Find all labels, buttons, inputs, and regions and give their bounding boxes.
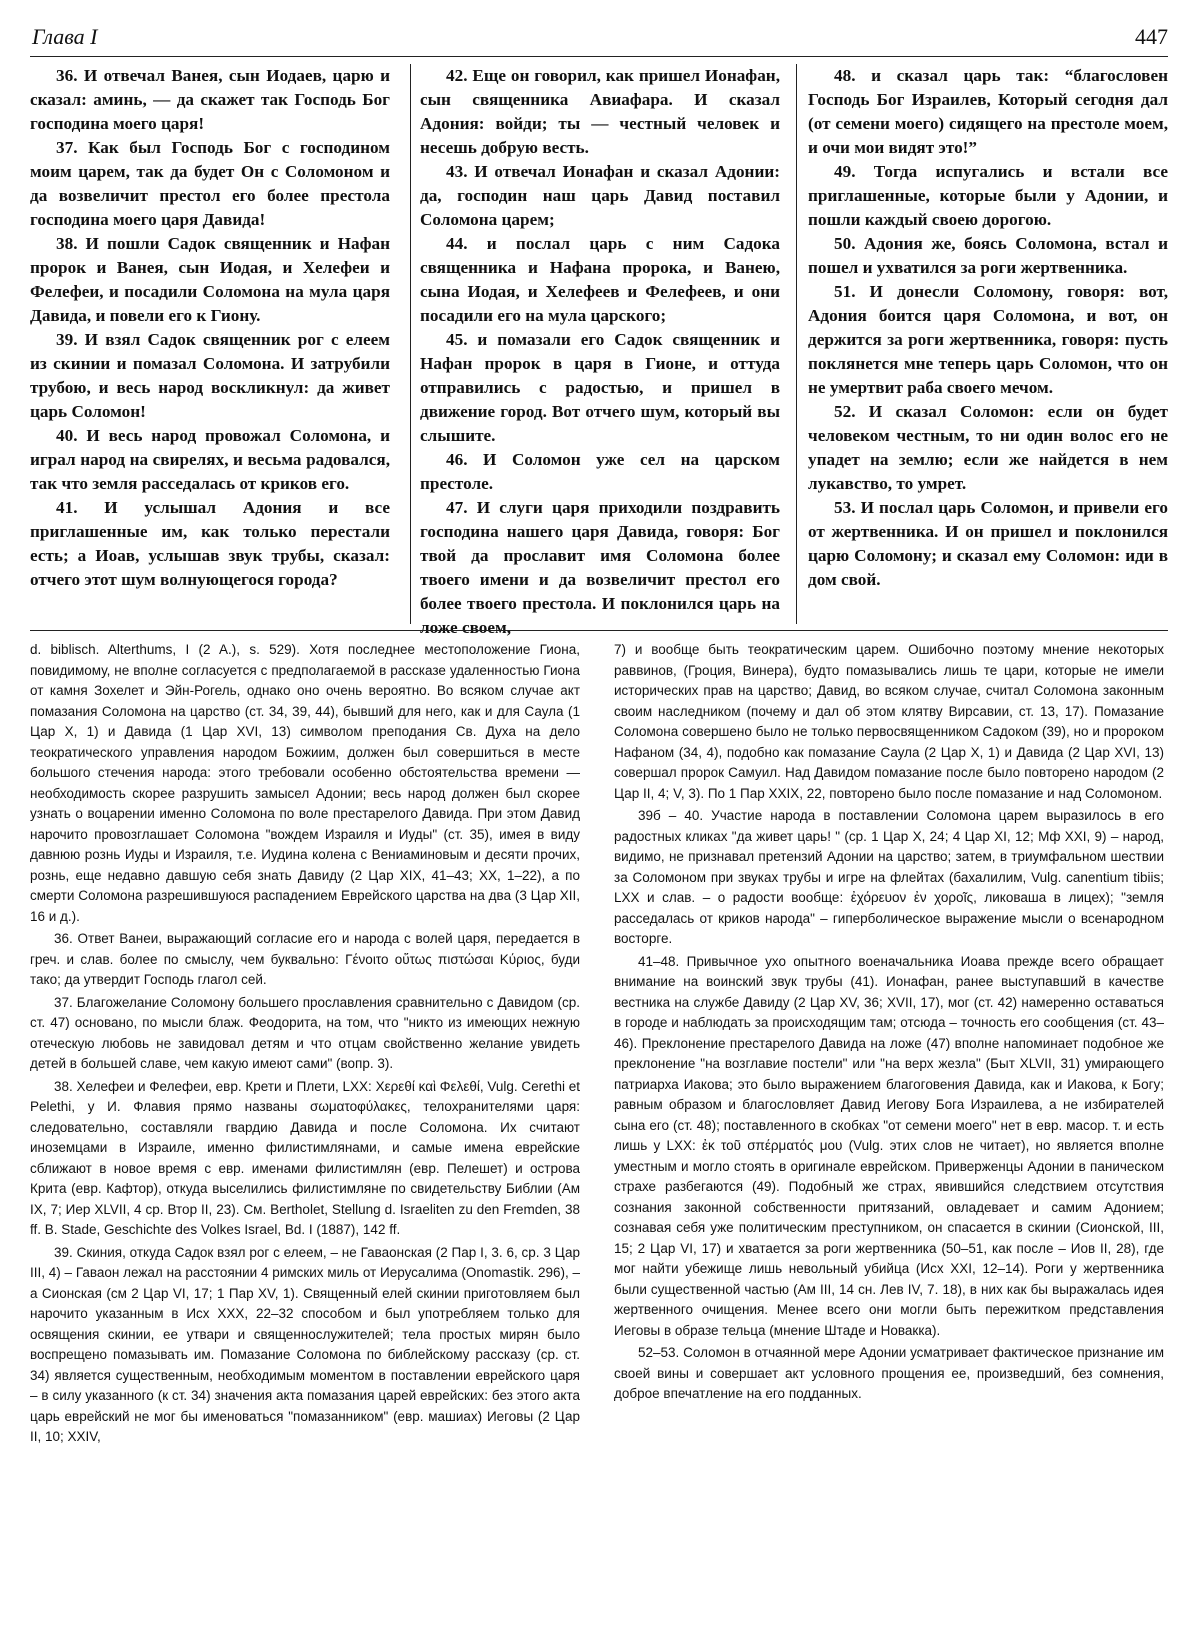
commentary-paragraph: 38. Хелефеи и Фелефеи, евр. Крети и Плети, LXX: Χερεθί καὶ Φελεθί, Vulg. Cerethi et Pelethi, у И. Флавия прямо названы σωματοφύλακες, телохранителями царя: следовательно, составляли гвардию Давида и после Соломона. Их считают иноземцами в Израиле, именно филистимлянами, и самые имена еврейские сближают в новое время с евр. именами филистимлян (евр. Пелешет) и острова Крита (евр. Кафтор), откуда выселились филистимляне по свидетельству Библии (Ам IX, 7; Иер XLVII, 4 ср. Втор II, 23). См. Bertholet, Stellung d. Israeliten zu den Fremden, 38 ff. B. Stade, Geschichte des Volkes Israel, Bd. I (1887), 142 ff. <box>30 1078 580 1237</box>
page-number: 447 <box>1135 24 1168 49</box>
verse: 39. И взял Садок священник рог с елеем из скинии и помазал Соломона. И затрубили трубою, и весь народ воскликнул: да живет царь Соломон! <box>30 330 390 421</box>
scripture-column-1 <box>30 64 390 592</box>
column-rule <box>410 64 411 624</box>
verse: 41. И услышал Адония и все приглашенные им, как только перестали есть; а Иоав, услышав звук трубы, сказал: отчего этот шум волнующегося города? <box>30 498 390 589</box>
verse: 37. Как был Господь Бог с господином моим царем, так да будет Он с Соломоном и да возвеличит престол его более престола господина моего царя Давида! <box>30 138 390 229</box>
verse: 52. И сказал Соломон: если он будет человеком честным, то ни один волос его не упадет на землю; если же найдется в нем лукавство, то умрет. <box>808 402 1168 493</box>
chapter-title: Глава I <box>32 24 98 49</box>
verse: 48. и сказал царь так: “благословен Господь Бог Израилев, Который сегодня дал (от семени моего) сидящего на престоле моем, и очи мои видят это!” <box>808 66 1168 157</box>
verse: 42. Еще он говорил, как пришел Ионафан, сын священника Авиафара. И сказал Адония: войди; ты — честный человек и несешь добрую весть. <box>420 66 780 157</box>
commentary-paragraph: d. biblisch. Alterthums, I (2 A.), s. 529). Хотя последнее местоположение Гиона, повидимому, не вполне согласуется с предполагаемой в рассказе удаленностью Гиона от камня Зохелет и Эйн-Рогель, однако оно очень вероятно. Во всяком случае акт помазания Соломона на царство (ст. 34, 39, 44), бывший для него, как и для Саула (1 Цар X, 1) и Давида (1 Цар XVI, 13) символом преподания Св. Духа на дело теократического управления народом Божиим, должен был совершиться в месте большого стечения народа: этого требовали особенно обстоятельства времени — необходимость скорее разрушить замысел Адонии; весь народ должен был скорее узнать о воцарении именно Соломона по воле престарелого Давида. При этом Давид нарочито провозглашает Соломона "вождем Израиля и Иуды" (ст. 35), имея в виду давнюю рознь Иуды и Израиля, т.е. Иудина колена с Вениаминовым и десяти прочих, рознь, еще недавно давшую себя знать Давиду (2 Цар XIX, 41–43; XX, 1–22), а по смерти Соломона разрешившуюся распадением Еврейского царства на два (3 Цар XII, 16 и д.). <box>30 642 580 924</box>
verse: 50. Адония же, боясь Соломона, встал и пошел и ухватился за роги жертвенника. <box>808 234 1168 277</box>
section-divider <box>30 630 1168 631</box>
verse: 53. И послал царь Соломон, и привели его от жертвенника. И он пришел и поклонился царю Соломону; и сказал ему Соломон: иди в дом свой. <box>808 498 1168 589</box>
verse: 36. И отвечал Ванея, сын Иодаев, царю и сказал: аминь, — да скажет так Господь Бог господина моего царя! <box>30 66 390 133</box>
commentary-paragraph: 52–53. Соломон в отчаянной мере Адонии усматривает фактическое признание им своей вины и совершает акт условного прощения ее, произведший, без сомнения, доброе впечатление на его подданных. <box>614 1345 1164 1401</box>
column-rule <box>796 64 797 624</box>
scripture-column-3 <box>808 64 1168 592</box>
scripture-column-2 <box>420 64 780 640</box>
commentary-paragraph: 39б – 40. Участие народа в поставлении Соломона царем выразилось в его радостных кликах "да живет царь! " (ср. 1 Цар X, 24; 4 Цар XI, 12; Мф XXI, 9) – народ, видимо, не признавал претензий Адонии на царство; затем, в триумфальном шествии за Соломоном при звуках трубы и игре на флейтах (бахалилим, Vulg. canentium tibiis; LXX и слав. – о радости вообще: ἐχόρευον ἐν χοροῖς, ликоваша в лицех); "земля расседалась от криков народа" – гиперболическое выражение мысли о всенародном восторге. <box>614 808 1164 946</box>
verse: 38. И пошли Садок священник и Нафан пророк и Ванея, сын Иодая, и Хелефеи и Фелефеи, и посадили Соломона на мула царя Давида, и повели его к Гиону. <box>30 234 390 325</box>
verse: 46. И Соломон уже сел на царском престоле. <box>420 450 780 493</box>
verse: 45. и помазали его Садок священник и Нафан пророк в царя в Гионе, и оттуда отправились с радостью, и пришел в движение город. Вот отчего шум, который вы слышите. <box>420 330 780 445</box>
commentary-paragraph: 37. Благожелание Соломону большего прославления сравнительно с Давидом (ср. ст. 47) основано, по мысли блаж. Феодорита, на том, что "никто из имеющих нежную отеческую любовь не завидовал детям и что отцам свойственно желание увидеть детей в большей славе, чем какую имеют сами" (вопр. 3). <box>30 994 580 1071</box>
verse: 40. И весь народ провожал Соломона, и играл народ на свирелях, и весьма радовался, так что земля расседалась от криков его. <box>30 426 390 493</box>
scripture-text <box>30 64 1168 637</box>
verse: 49. Тогда испугались и встали все приглашенные, которые были у Адонии, и пошли каждый своею дорогою. <box>808 162 1168 229</box>
verse: 44. и послал царь с ним Садока священника и Нафана пророка, и Ванею, сына Иодая, и Хелефеев и Фелефеев, и они посадили его на мула царского; <box>420 234 780 325</box>
verse: 51. И донесли Соломону, говоря: вот, Адония боится царя Соломона, и вот, он держится за роги жертвенника, говоря: пусть поклянется мне теперь царь Соломон, что он не умертвит раба своего мечом. <box>808 282 1168 397</box>
commentary-paragraph: 41–48. Привычное ухо опытного военачальника Иоава прежде всего обращает внимание на воинский звук трубы (41). Ионафан, ранее выступавший в качестве вестника на службе Давиду (2 Цар XV, 36; XVII, 17), мог (ст. 42) намеренно оставаться в городе и наблюдать за происходящим там; отсюда – точность его сообщения (ст. 43–46). Преклонение престарелого Давида на ложе (47) вполне напоминает подобное же преклонение "на возглавие постели" или "на верх жезла" (Быт XLVII, 31) умирающего патриарха Иакова; это было выражением благоговения Давида, как и Иакова, к Богу; равным образом и благословляет Давид Иегову Бога Израилева, а не избирателей сына его (ст. 48); поставленного в скобках "от семени моего" нет в евр. масор. т. и есть лишь у LXX: ἐκ τοῦ σπέρματός μου (Vulg. этих слов не читает), но является вполне уместным и могло стоять в оригинале еврейском. Приверженцы Адонии в паническом страхе разбегаются (49). Подобный же страх, явившийся следствием отсутствия сознания законной собственности притязаний, овладевает и самим Адонием; сознавая себя уже политическим преступником, он спасается в скинии (Сионской, III, 15; 2 Цар VI, 17) и хватается за роги жертвенника (50–51, как после – Иов II, 28), где мог найти убежище лишь невольный убийца (Исх XXI, 12–14). Роги у жертвенника были существенной частью (Ам III, 14 сн. Лев IV, 7. 18), в них как бы выражалась идея жертвенного очищения. Менее всего они могли быть пережитком представления Иеговы в образе тельца (мнение Штаде и Новакка). <box>614 953 1164 1338</box>
page-header <box>30 22 1168 57</box>
commentary-paragraph: 36. Ответ Ванеи, выражающий согласие его и народа с волей царя, передается в греч. и слав. более по смыслу, чем буквально: Γένοιτο οὕτως πιστώσαι Κύριος, буди тако; да утвердит Господь глагол сей. <box>30 931 580 987</box>
commentary-column-1 <box>30 640 580 1450</box>
verse: 47. И слуги царя приходили поздравить господина нашего царя Давида, говоря: Бог твой да прославит имя Соломона более твоего имени и да возвеличит престол его более твоего престола. И поклонился царь на ложе своем, <box>420 498 780 637</box>
commentary-paragraph: 39. Скиния, откуда Садок взял рог с елеем, – не Гаваонская (2 Пар I, 3. 6, ср. 3 Цар III, 4) – Гаваон лежал на расстоянии 4 римских миль от Иерусалима (Onomastik. 296), – а Сионская (см 2 Цар VI, 17; 1 Пар XV, 1). Священный елей скинии приготовляем был нарочито указанным в Исх XXX, 22–32 способом и был употребляем только для освящения скинии, ее утвари и священнослужителей; тела простых мирян было воспрещено помазывать им. Помазание Соломона по библейскому рассказу (ср. ст. 34) является существенным, необходимым моментом в поставлении еврейского царя – в силу указанного (к ст. 34) значения акта помазания царей еврейских: без этого акта царь еврейский не мог бы именоваться "помазанником" (евр. машиах) Иеговы (2 Цар II, 10; XXIV, <box>30 1244 580 1444</box>
commentary <box>30 640 1168 1620</box>
verse: 43. И отвечал Ионафан и сказал Адонии: да, господин наш царь Давид поставил Соломона царем; <box>420 162 780 229</box>
commentary-paragraph: 7) и вообще быть теократическим царем. Ошибочно поэтому мнение некоторых раввинов, (Гроция, Винера), будто помазывались лишь те цари, которые не имели исторических прав на царство; Давид, во всяком случае, считал Соломона законным своим наследником (почему и дал об этом клятву Вирсавии, ст. 13, 17). Помазание Соломона совершено было не только первосвященником Садоком (39), но и пророком Нафаном (34, 4), подобно как помазание Саула (2 Цар X, 1) и Давида (2 Цар XVI, 13) совершал пророк Самуил. Над Давидом помазание после было повторено народом (2 Цар II, 4; V, 3). По 1 Пар XXIX, 22, повторено было после помазание и над Соломоном. <box>614 642 1164 801</box>
commentary-column-2 <box>614 640 1164 1407</box>
